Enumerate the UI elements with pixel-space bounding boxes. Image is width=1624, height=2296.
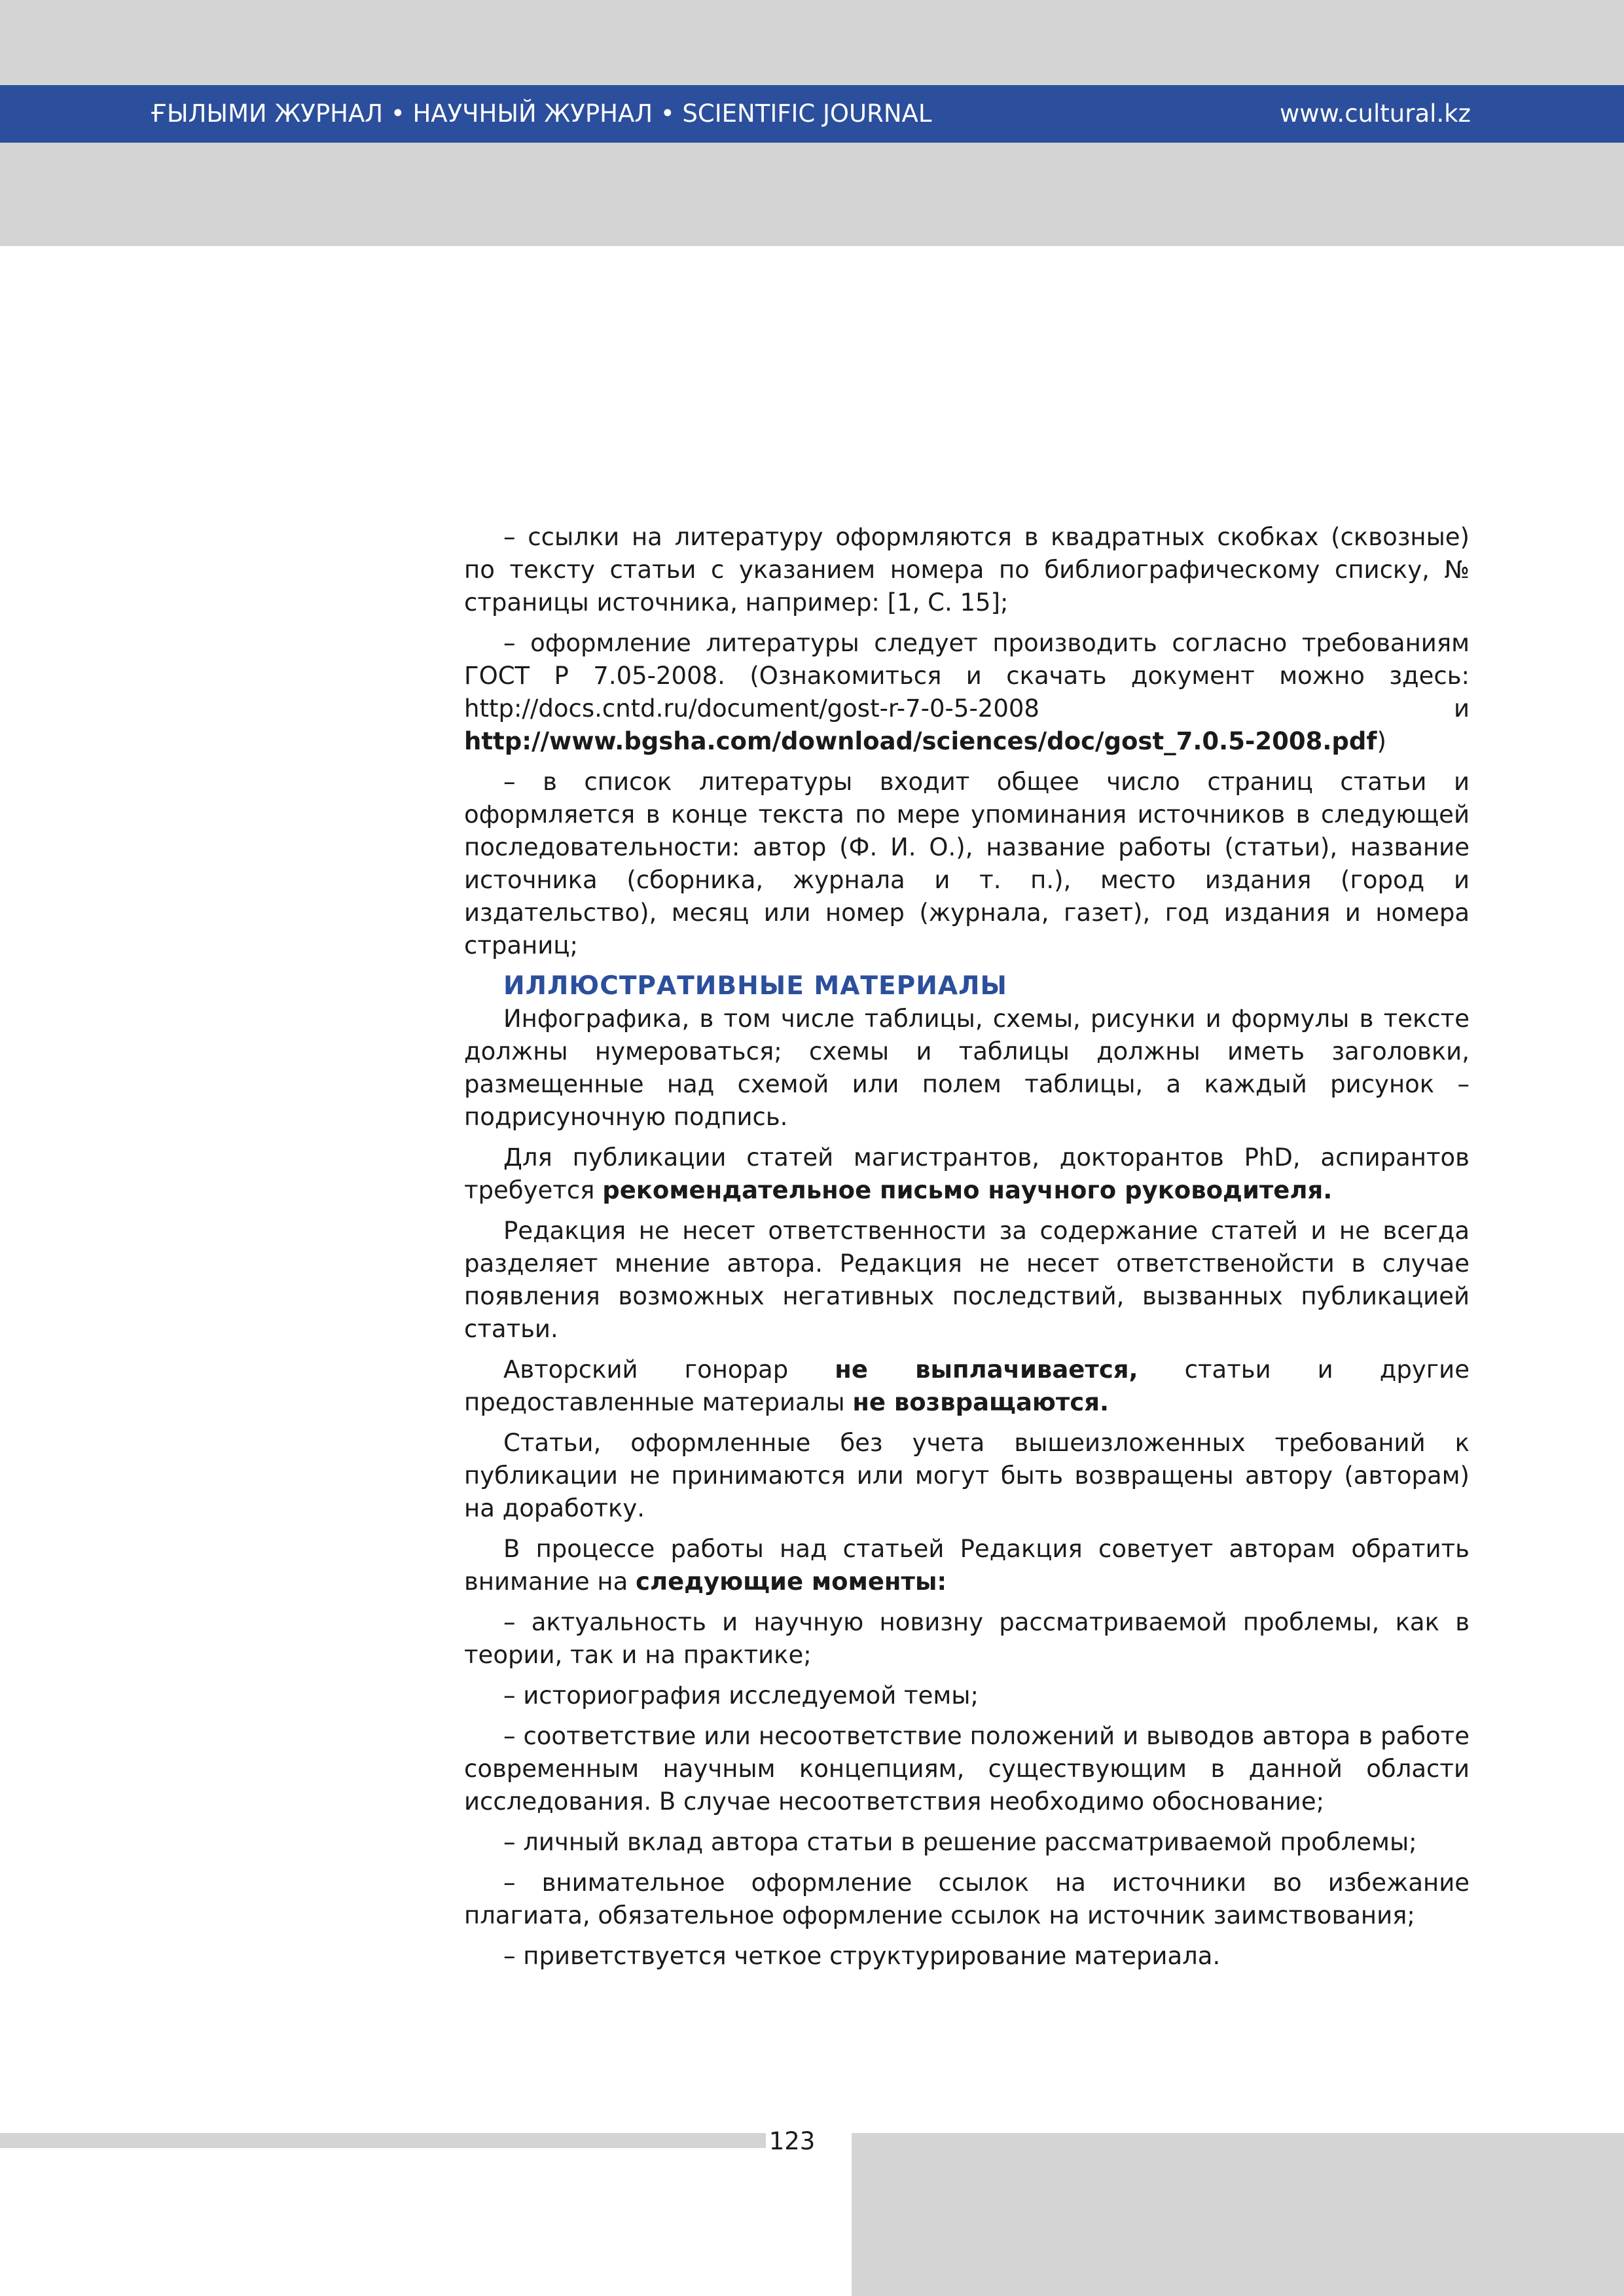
list-item-conformity: – соответствие или несоответствие положений и выводов автора в работе современным научным концепциям, существующим в данной области исследования. В случае несоответствия необходимо обоснование; [464, 1722, 1470, 1816]
gost-text: – оформление литературы следует производить согласно требованиям ГОСТ Р 7.05-2008. (Ознакомиться и скачать документ можно здесь: http://docs.cntd.ru/document/gost-r-7-0-5-2008 и [464, 629, 1470, 723]
paragraph-fee [464, 1354, 1470, 1419]
advice-text: В процессе работы над статьей Редакция советует авторам обратить внимание на [464, 1535, 1470, 1596]
list-item-relevance: – актуальность и научную новизну рассматриваемой проблемы, как в теории, так и на практике; [464, 1608, 1470, 1669]
paragraph-infographics: Инфографика, в том числе таблицы, схемы, рисунки и формулы в тексте должны нумероваться; схемы и таблицы должны иметь заголовки, размещенные над схемой или полем таблицы, а каждый рисунок – подрисуночную подпись. [464, 1005, 1470, 1131]
advice-bold: следующие моменты: [636, 1568, 947, 1596]
fee-bold-2: не возвращаются. [852, 1388, 1110, 1416]
journal-names: ҒЫЛЫМИ ЖУРНАЛ • НАУЧНЫЙ ЖУРНАЛ • SCIENTIFIC JOURNAL [151, 99, 932, 128]
gost-pdf-link[interactable]: http://www.bgsha.com/download/sciences/doc/gost_7.0.5-2008.pdf [464, 727, 1377, 755]
heading-illustrative-materials: ИЛЛЮСТРАТИВНЫЕ МАТЕРИАЛЫ [503, 971, 1007, 1001]
list-item-plagiarism: – внимательное оформление ссылок на источники во избежание плагиата, обязательное оформление ссылок на источник заимствования; [464, 1869, 1470, 1929]
paragraph-advice [464, 1533, 1470, 1598]
article-body [464, 521, 1470, 1981]
journal-header-band [0, 85, 1624, 143]
fee-text-b: статьи и другие предоставленные материалы [464, 1355, 1470, 1416]
footer-gray-bar [0, 2133, 766, 2148]
paragraph-requirements: Статьи, оформленные без учета вышеизложенных требований к публикации не принимаются или могут быть возвращены автору (авторам) на доработку. [464, 1429, 1470, 1522]
gost-text-end: ) [1377, 727, 1386, 755]
list-item-historiography: – историография исследуемой темы; [503, 1681, 979, 1710]
paragraph-reference-list: – в список литературы входит общее число страниц статьи и оформляется в конце текста по мере упоминания источников в следующей последовательности: автор (Ф. И. О.), название работы (статьи), название источника (сборника, журнала и т. п.), место издания (город и издательство), месяц или номер (журнала, газет), год издания и номера страниц; [464, 768, 1470, 960]
paragraph-gost [464, 627, 1470, 758]
paragraph-citations: – ссылки на литературу оформляются в квадратных скобках (сквозные) по тексту статьи с указанием номера по библиографическому списку, № страницы источника, например: [1, С. 15]; [464, 523, 1470, 617]
paragraph-recommendation [464, 1141, 1470, 1207]
paragraph-responsibility: Редакция не несет ответственности за содержание статей и не всегда разделяет мнение автора. Редакция не несет ответственойсти в случае появления возможных негативных последствий, вызванных публикацией статьи. [464, 1217, 1470, 1343]
page-number: 123 [768, 2127, 816, 2155]
list-item-structure: – приветствуется четкое структурирование материала. [503, 1942, 1221, 1970]
footer-gray-block [852, 2133, 1624, 2296]
recommendation-bold: рекомендательное письмо научного руководителя. [602, 1176, 1333, 1204]
fee-bold-1: не выплачивается, [835, 1355, 1138, 1384]
list-item-contribution: – личный вклад автора статьи в решение рассматриваемой проблемы; [503, 1828, 1417, 1856]
fee-text-a: Авторский гонорар [503, 1355, 835, 1384]
website-link[interactable]: www.cultural.kz [1280, 99, 1471, 128]
recommendation-text: Для публикации статей магистрантов, докторантов PhD, аспирантов требуется [464, 1143, 1470, 1204]
